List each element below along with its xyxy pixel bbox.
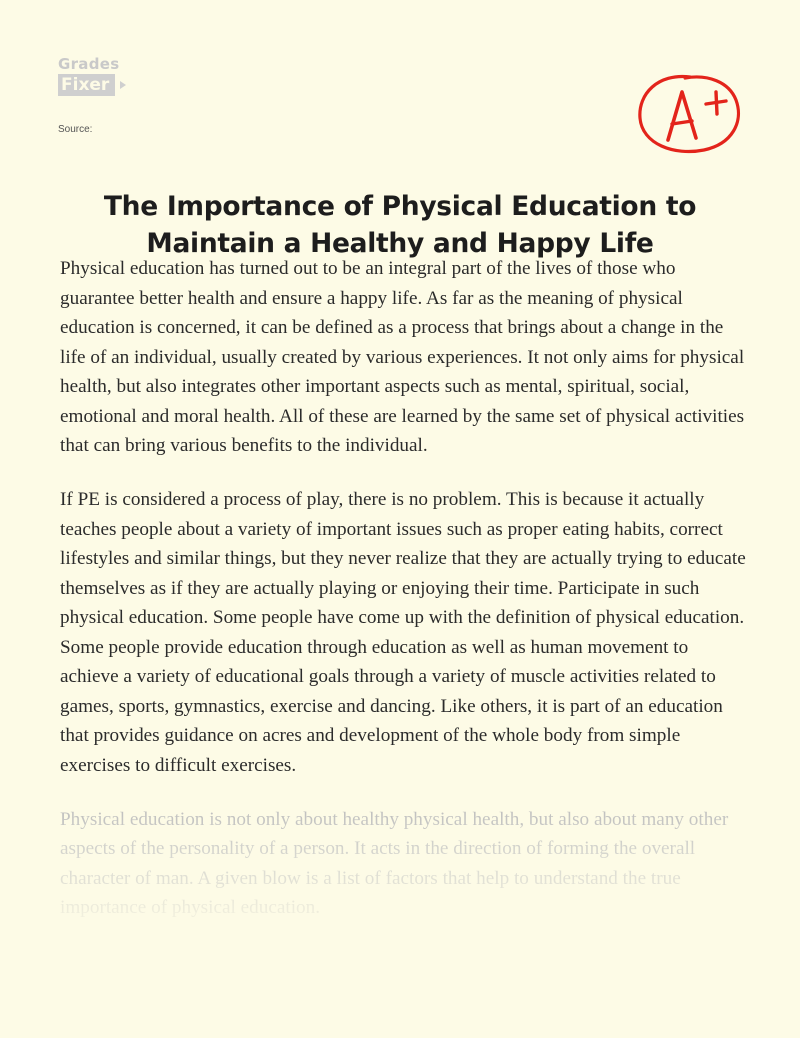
grade-text: A+ — [630, 68, 632, 69]
logo-text-fixer: Fixer — [58, 74, 115, 96]
essay-body — [60, 254, 750, 947]
essay-title: The Importance of Physical Education to Maintain a Healthy and Happy Life — [103, 191, 697, 259]
source-label: Source: — [58, 124, 93, 135]
a-plus-grade-stamp-icon — [630, 68, 746, 160]
gradesfixer-logo[interactable] — [58, 56, 126, 96]
paragraph-1: Physical education has turned out to be an integral part of the lives of those who guarantee better health and ensure a happy life. As far as the meaning of physical education is concerned, it can be defined as a process that brings about a change in the life of an individual, usually created by various experiences. It not only aims for physical health, but also integrates other important aspects such as mental, spiritual, social, emotional and moral health. All of these are learned by the same set of physical activities that can bring various benefits to the individual. — [60, 258, 745, 456]
paragraph-2: If PE is considered a process of play, there is no problem. This is because it actually teaches people about a variety of important issues such as proper eating habits, correct lifestyles and similar things, but they never realize that they are actually trying to educate themselves as if they are actually playing or enjoying their time. Participate in such physical education. Some people have come up with the definition of physical education. Some people provide education through education as well as human movement to achieve a variety of educational goals through a variety of muscle activities related to games, sports, gymnastics, exercise and dancing. Like others, it is part of an education that provides guidance on acres and development of the whole body from simple exercises to difficult exercises. — [60, 489, 746, 776]
paragraph-3-faded: Physical education is not only about healthy physical health, but also about many other aspects of the personality of a person. It acts in the direction of forming the overall character of man. A given blow is a list of factors that help to understand the true importance of physical education. — [60, 805, 750, 923]
logo-arrow-icon — [120, 81, 126, 89]
logo-text-grades: Grades — [58, 55, 120, 73]
